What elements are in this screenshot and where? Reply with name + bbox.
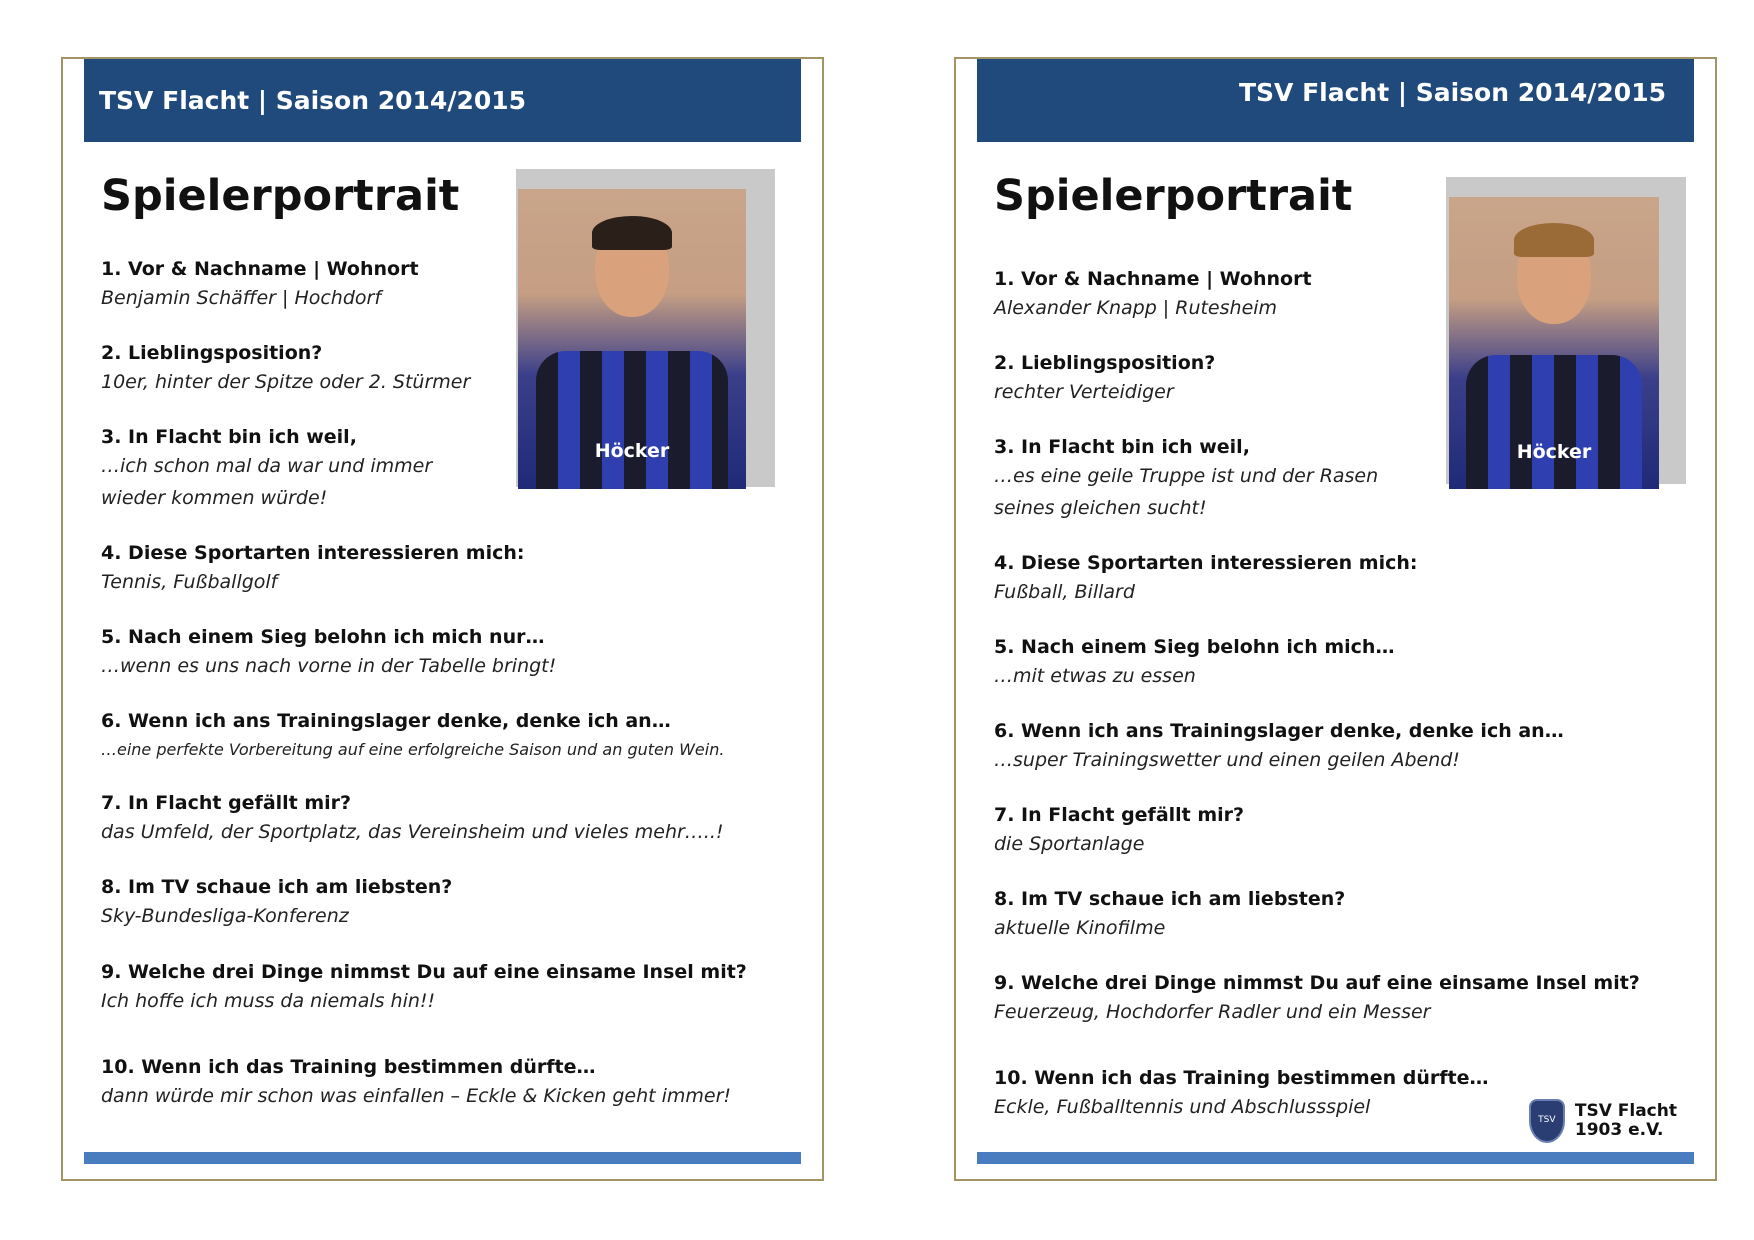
qa-item-4 <box>994 550 1674 608</box>
answer: …eine perfekte Vorbereitung auf eine erfolgreiche Saison und an guten Wein. <box>101 740 725 759</box>
qa-item-9 <box>994 970 1674 1028</box>
question: 6. Wenn ich ans Trainingslager denke, denke ich an… <box>994 720 1564 742</box>
portrait-page-right <box>954 57 1717 1181</box>
answer: …ich schon mal da war und immer wieder kommen würde! <box>101 455 433 509</box>
answer: …es eine geile Truppe ist und der Rasen seines gleichen sucht! <box>994 465 1379 519</box>
answer: …mit etwas zu essen <box>994 665 1196 687</box>
qa-item-8 <box>101 874 781 932</box>
question: 8. Im TV schaue ich am liebsten? <box>994 888 1346 910</box>
answer: Sky-Bundesliga-Konferenz <box>101 905 349 927</box>
question: 10. Wenn ich das Training bestimmen dürfte… <box>101 1056 596 1078</box>
question: 4. Diese Sportarten interessieren mich: <box>994 552 1418 574</box>
header-title: TSV Flacht | Saison 2014/2015 <box>99 86 527 115</box>
portrait-page-left <box>61 57 824 1181</box>
qa-item-9 <box>101 959 781 1017</box>
answer: rechter Verteidiger <box>994 381 1174 403</box>
qa-item-1 <box>101 256 781 314</box>
qa-item-5 <box>101 624 781 682</box>
answer: Alexander Knapp | Rutesheim <box>994 297 1278 319</box>
page-header <box>84 59 801 142</box>
page-title: Spielerportrait <box>994 171 1353 221</box>
qa-item-2 <box>994 350 1674 408</box>
answer: …wenn es uns nach vorne in der Tabelle bringt! <box>101 655 557 677</box>
question: 2. Lieblingsposition? <box>994 352 1216 374</box>
qa-item-2 <box>101 340 781 398</box>
question: 4. Diese Sportarten interessieren mich: <box>101 542 525 564</box>
answer: aktuelle Kinofilme <box>994 917 1166 939</box>
question: 7. In Flacht gefällt mir? <box>101 792 352 814</box>
page-title: Spielerportrait <box>101 171 460 221</box>
footer-bar <box>977 1152 1694 1164</box>
answer: Feuerzeug, Hochdorfer Radler und ein Messer <box>994 1001 1431 1023</box>
club-name: TSV Flacht <box>1574 1101 1677 1121</box>
answer: Fußball, Billard <box>994 581 1135 603</box>
qa-item-8 <box>994 886 1674 944</box>
answer: das Umfeld, der Sportplatz, das Vereinsheim und vieles mehr…..! <box>101 821 724 843</box>
answer: Eckle, Fußballtennis und Abschlussspiel <box>994 1096 1371 1118</box>
club-founded: 1903 e.V. <box>1574 1120 1664 1140</box>
qa-item-1 <box>994 266 1674 324</box>
answer: …super Trainingswetter und einen geilen Abend! <box>994 749 1460 771</box>
footer-bar <box>84 1152 801 1164</box>
answer: Benjamin Schäffer | Hochdorf <box>101 287 382 309</box>
header-title: TSV Flacht | Saison 2014/2015 <box>1238 78 1666 107</box>
answer: Ich hoffe ich muss da niemals hin!! <box>101 990 436 1012</box>
question: 7. In Flacht gefällt mir? <box>994 804 1245 826</box>
qa-item-7 <box>994 802 1674 860</box>
answer: 10er, hinter der Spitze oder 2. Stürmer <box>101 371 471 393</box>
question: 9. Welche drei Dinge nimmst Du auf eine einsame Insel mit? <box>101 961 747 983</box>
question: 10. Wenn ich das Training bestimmen dürfte… <box>994 1067 1489 1089</box>
question: 9. Welche drei Dinge nimmst Du auf eine einsame Insel mit? <box>994 972 1640 994</box>
qa-item-3 <box>994 434 1394 524</box>
answer: Tennis, Fußballgolf <box>101 571 278 593</box>
club-crest-icon: TSV <box>1529 1099 1565 1143</box>
qa-item-7 <box>101 790 781 848</box>
question: 5. Nach einem Sieg belohn ich mich nur… <box>101 626 545 648</box>
question: 1. Vor & Nachname | Wohnort <box>994 268 1312 290</box>
player-photo <box>1449 197 1659 489</box>
question: 2. Lieblingsposition? <box>101 342 323 364</box>
qa-item-6 <box>994 718 1674 776</box>
question: 6. Wenn ich ans Trainingslager denke, denke ich an… <box>101 710 671 732</box>
qa-item-4 <box>101 540 781 598</box>
question: 1. Vor & Nachname | Wohnort <box>101 258 419 280</box>
page-header <box>977 59 1694 142</box>
question: 8. Im TV schaue ich am liebsten? <box>101 876 453 898</box>
qa-item-10 <box>101 1054 781 1112</box>
question: 3. In Flacht bin ich weil, <box>101 426 357 448</box>
player-photo <box>518 189 746 489</box>
question: 5. Nach einem Sieg belohn ich mich… <box>994 636 1395 658</box>
shirt-sponsor: Höcker <box>594 440 670 462</box>
answer: dann würde mir schon was einfallen – Eckle & Kicken geht immer! <box>101 1085 732 1107</box>
answer: die Sportanlage <box>994 833 1145 855</box>
shirt-sponsor: Höcker <box>1516 440 1592 463</box>
club-logo <box>1529 1099 1677 1143</box>
question: 3. In Flacht bin ich weil, <box>994 436 1250 458</box>
qa-item-6 <box>101 708 781 766</box>
qa-item-5 <box>994 634 1674 692</box>
qa-item-3 <box>101 424 481 514</box>
